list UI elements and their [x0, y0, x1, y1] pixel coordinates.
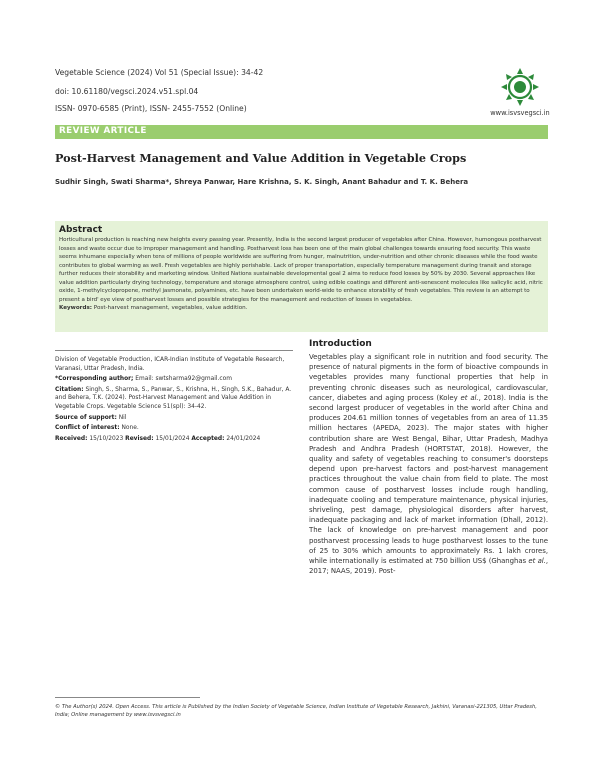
intro-part-2: , 2018). India is the second largest producer of vegetables in the world after China and produces 204.61 million tonnes of vegetables from an area of 11.35 million hectares (APEDA, 2023). The major states with higher contribution share are West Bengal, Bihar, Uttar Pradesh, Madhya Pradesh and Andhra Pradesh (HORTSTAT, 2018). However, the quality and safety of vegetables reaching to consumer's doorsteps depend upon pre-harvest factors and post-harvest management practices throughout the value chain from field to plate. The most common cause of postharvest losses include rough handling, inadequate cooling and temperature maintenance, physical injuries, shriveling, pest damage, physiological disorders after harvest, inadequate packaging and lack of market information (Dhall, 2012). The lack of knowledge on pre-harvest management and poor postharvest processing leads to huge postharvest losses to the tune of 25 to 30% which amounts to approximately Rs. 1 lakh crores, while internationally is estimated at 750 billion US$ (Ghanghas	[309, 393, 548, 566]
support-value: Nil	[116, 414, 127, 421]
intro-part-3: , 2017; NAAS, 2019). Post-	[309, 557, 548, 576]
footnote-divider	[55, 697, 200, 698]
intro-etal-1: et al.	[460, 393, 479, 402]
keywords-text: Post-harvest management, vegetables, value addition.	[92, 305, 248, 311]
abstract-box	[55, 221, 548, 332]
received-date: 15/10/2023	[87, 435, 126, 442]
journal-website[interactable]: www.isvsvegsci.in	[490, 109, 550, 117]
accepted-label: Accepted:	[191, 435, 225, 442]
author-list: Sudhir Singh, Swati Sharma*, Shreya Panwar, Hare Krishna, S. K. Singh, Anant Bahadur and T. K. Behera	[55, 178, 469, 186]
revised-label: Revised:	[125, 435, 154, 442]
revised-date: 15/01/2024	[153, 435, 192, 442]
intro-part-1: Vegetables play a significant role in nutrition and food security. The presence of natural pigments in the form of bioactive compounds in vegetables provides many functional properties that help in preventing chronic diseases such as neurological, cardiovascular, cancer, diabetes and aging process (Koley	[309, 353, 548, 402]
keywords-label: Keywords:	[59, 305, 93, 311]
conflict-label: Conflict of interest:	[55, 425, 120, 432]
article-type-label: REVIEW ARTICLE	[59, 126, 147, 136]
abstract-heading: Abstract	[59, 225, 103, 235]
received-label: Received:	[55, 435, 88, 442]
corresponding-email[interactable]: Email: swtsharma92@gmail.com	[133, 376, 232, 383]
isvs-emblem-icon	[498, 66, 542, 106]
introduction-section	[309, 339, 548, 576]
dates-line	[55, 435, 293, 444]
conflict-of-interest	[55, 424, 293, 433]
support-label: Source of support:	[55, 414, 117, 421]
article-info-column	[55, 350, 293, 445]
article-title: Post-Harvest Management and Value Addition in Vegetable Crops	[55, 151, 467, 165]
introduction-text	[309, 352, 548, 576]
journal-logo	[480, 66, 560, 117]
citation-label: Citation:	[55, 386, 84, 393]
corresponding-label: *Corresponding author;	[55, 376, 134, 383]
introduction-heading: Introduction	[309, 339, 372, 349]
issn-line: ISSN- 0970-6585 (Print), ISSN- 2455-7552 (Online)	[55, 104, 247, 113]
corresponding-author	[55, 375, 293, 384]
citation	[55, 386, 293, 412]
article-type-banner	[55, 125, 548, 139]
info-divider	[55, 350, 293, 351]
conflict-value: None.	[119, 425, 139, 432]
support-source	[55, 414, 293, 423]
intro-etal-2: et al.	[528, 557, 546, 566]
affiliation: Division of Vegetable Production, ICAR-Indian Institute of Vegetable Research, Varanasi, Uttar Pradesh, India.	[55, 357, 285, 372]
copyright-footnote: © The Author(s) 2024. Open Access. This article is Published by the Indian Society of Vegetable Science, Indian Institute of Vegetable Research, Jakhini, Varanasi-221305, Uttar Pradesh, India; Online management by www.isvsvegsci.in	[55, 704, 537, 718]
citation-text: Singh, S., Sharma, S., Panwar, S., Krishna, H., Singh, S.K., Bahadur, A. and Behera, T.K. (2024). Post-Harvest Management and Value Addition in Vegetable Crops. Vegetable Science 51(spl): 34-42.	[55, 386, 292, 410]
abstract-text: Horticultural production is reaching new heights every passing year. Presently, India is the second largest producer of vegetables after China. However, humongous postharvest losses and waste occur due to improper management and handling. Postharvest loss has been one of the main global challenges towards ensuring food security. This waste seems inhumane especially when tens of millions of people worldwide are suffering from hunger, malnutrition, under-nutrition and other chronic diseases while the food waste contributes to global warming as well. Fresh vegetables are highly perishable. Lack of proper transportation, especially temperature management during transit and storage further reduces their storability and marketing window. United Nations sustainable developmental goal 2 aims to reduce food losses by 50% by 2030. Several approaches like value addition particularly drying technology, temperature and storage atmosphere control, using edible coatings and different anti-senescent molecules like salicylic acid, nitric oxide, 1-methylcyclopropene, methyl jasmonate, polyamines, etc. have been undertaken world-wide to enhance storability of fresh vegetables. This review is an attempt to present a bird' eye view of postharvest losses and possible strategies for the management and reduction of losses in vegetables.	[59, 237, 543, 303]
doi-line[interactable]: doi: 10.61180/vegsci.2024.v51.spl.04	[55, 87, 199, 96]
keywords-line	[59, 304, 544, 312]
accepted-date: 24/01/2024	[224, 435, 261, 442]
journal-citation-line: Vegetable Science (2024) Vol 51 (Special Issue): 34-42	[55, 68, 264, 77]
